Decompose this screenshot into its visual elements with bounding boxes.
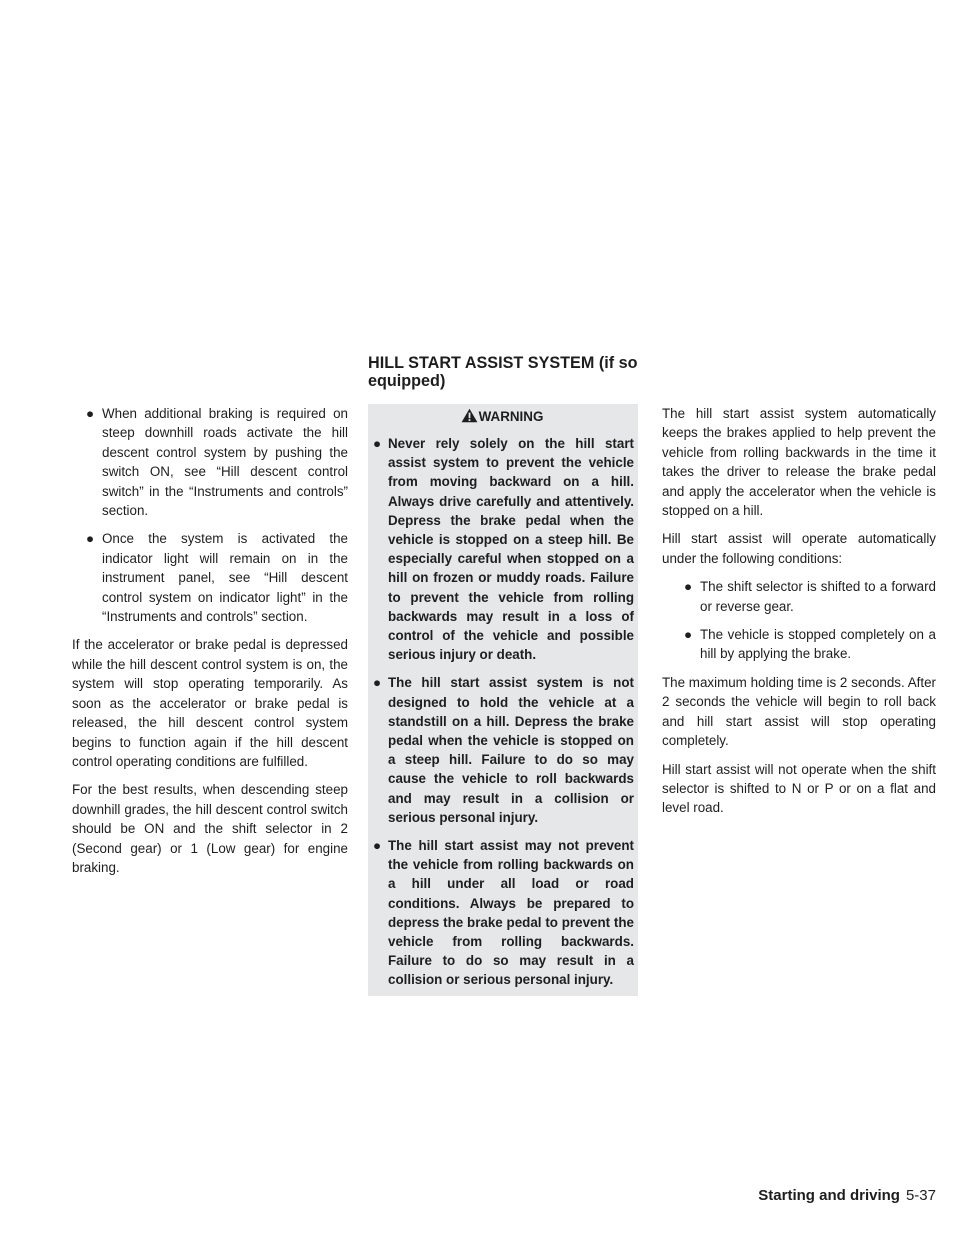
warning-item: ● Never rely solely on the hill start assist system to prevent the vehicle from moving backward on a hill. Always drive carefully and attentively. Depress the brake pedal when the vehicle is stopped on a steep hill. Be especially careful when stopped on a hill on frozen or muddy roads. Failure to prevent the vehicle from rolling backwards may result in a loss of control of the vehicle and possible serious injury or death.	[373, 436, 634, 663]
bullet-icon: ●	[684, 579, 693, 595]
chapter-title: Starting and driving	[758, 1187, 900, 1204]
paragraph: Hill start assist will not operate when the shift selector is shifted to N or P or on a flat and level road.	[662, 761, 936, 816]
list-item: ● The shift selector is shifted to a forward or reverse gear.	[684, 579, 936, 614]
bullet-icon: ●	[86, 406, 95, 421]
paragraph: For the best results, when descending steep downhill grades, the hill descent control switch should be ON and the shift selector in 2 (Second gear) or 1 (Low gear) for engine braking.	[72, 782, 348, 875]
warning-title: WARNING	[370, 408, 634, 426]
middle-column	[368, 404, 638, 996]
warning-triangle-icon	[461, 408, 478, 423]
list-item: ● The vehicle is stopped completely on a hill by applying the brake.	[684, 627, 936, 662]
list-item: ● Once the system is activated the indicator light will remain on in the instrument panel, see “Hill descent control system on indicator light” in the “Instruments and controls” section.	[86, 531, 348, 625]
warning-item: ● The hill start assist system is not designed to hold the vehicle at a standstill on a hill. Depress the brake pedal when the vehicle is stopped on a steep hill. Failure to do so may cause the vehicle to roll backwards and may result in a collision or serious personal injury.	[373, 675, 634, 825]
bullet-icon: ●	[373, 436, 382, 451]
paragraph: Hill start assist will operate automatically under the following conditions:	[662, 531, 936, 566]
warning-box	[368, 404, 638, 996]
warning-item: ● The hill start assist may not prevent the vehicle from rolling backwards on a hill under all load or road conditions. Always be prepared to depress the brake pedal to prevent the vehicle from rolling backwards. Failure to do so may result in a collision or serious personal injury.	[373, 838, 634, 988]
list-item: ● When additional braking is required on steep downhill roads activate the hill descent control system by pushing the switch ON, see “Hill descent control switch” in the “Instruments and controls” section.	[86, 406, 348, 519]
page-number: 5-37	[905, 1187, 936, 1204]
section-heading: HILL START ASSIST SYSTEM (if so equipped)	[368, 354, 638, 390]
bullet-icon: ●	[684, 627, 693, 643]
bullet-icon: ●	[373, 675, 382, 691]
left-column	[72, 404, 348, 886]
paragraph: If the accelerator or brake pedal is depressed while the hill descent control system is on, the system will stop operating temporarily. As soon as the accelerator or brake pedal is released, the hill descent control system begins to function again if the hill descent control operating conditions are fulfilled.	[72, 637, 348, 769]
bullet-icon: ●	[373, 838, 382, 854]
bullet-icon: ●	[86, 531, 95, 547]
page-footer	[758, 1187, 936, 1204]
paragraph: The hill start assist system automatically keeps the brakes applied to help prevent the vehicle from rolling backwards in the time it takes the driver to release the brake pedal and apply the accelerator when the vehicle is stopped on a hill.	[662, 406, 936, 519]
right-column	[662, 404, 936, 827]
paragraph: The maximum holding time is 2 seconds. After 2 seconds the vehicle will begin to roll back and hill start assist will stop operating completely.	[662, 674, 936, 749]
